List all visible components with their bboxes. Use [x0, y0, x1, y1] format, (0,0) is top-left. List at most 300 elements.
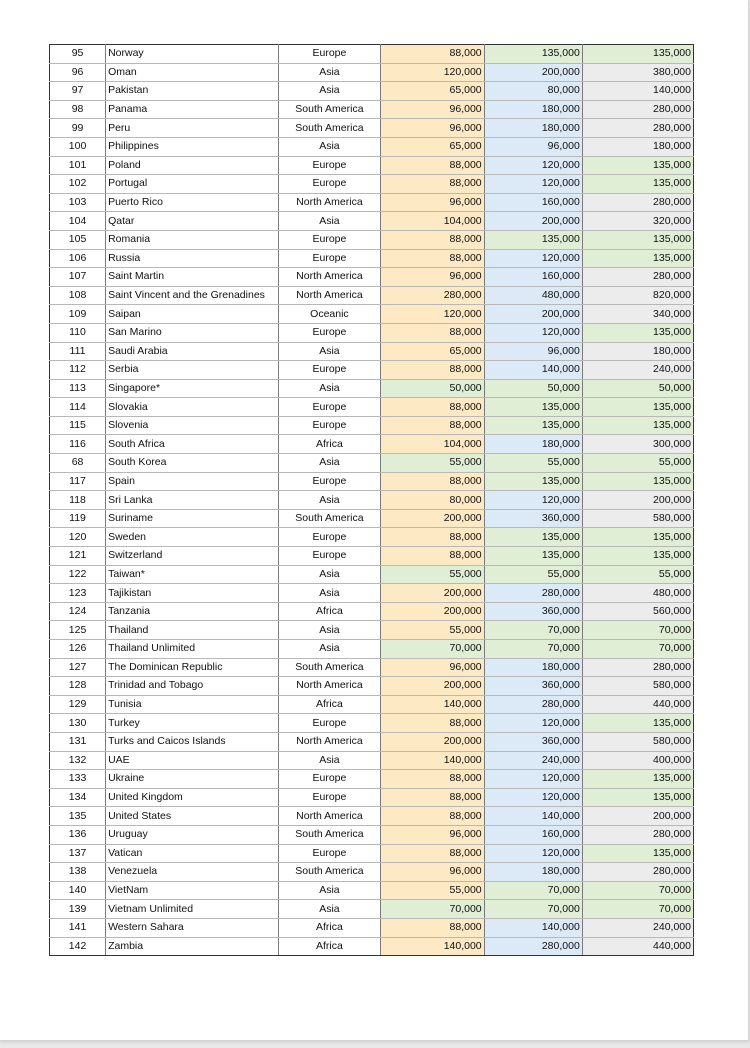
- tier-2-value: 200,000: [484, 63, 582, 82]
- region-cell: Asia: [279, 640, 380, 659]
- country-cell: Turks and Caicos Islands: [106, 732, 279, 751]
- tier-3-value: 135,000: [582, 528, 693, 547]
- row-number: 128: [50, 677, 106, 696]
- country-cell: Uruguay: [106, 825, 279, 844]
- tier-3-value: 340,000: [582, 305, 693, 324]
- tier-1-value: 88,000: [380, 844, 484, 863]
- tier-3-value: 440,000: [582, 937, 693, 956]
- country-cell: Vietnam Unlimited: [106, 900, 279, 919]
- tier-2-value: 480,000: [484, 286, 582, 305]
- table-row: [50, 156, 694, 175]
- tier-2-value: 360,000: [484, 509, 582, 528]
- region-cell: Europe: [279, 361, 380, 380]
- tier-3-value: 480,000: [582, 584, 693, 603]
- tier-2-value: 135,000: [484, 416, 582, 435]
- row-number: 138: [50, 863, 106, 882]
- table-row: [50, 621, 694, 640]
- row-number: 137: [50, 844, 106, 863]
- tier-1-value: 96,000: [380, 863, 484, 882]
- table-row: [50, 193, 694, 212]
- country-cell: South Africa: [106, 435, 279, 454]
- row-number: 117: [50, 472, 106, 491]
- country-cell: Trinidad and Tobago: [106, 677, 279, 696]
- region-cell: Europe: [279, 323, 380, 342]
- country-cell: Qatar: [106, 212, 279, 231]
- tier-1-value: 96,000: [380, 658, 484, 677]
- row-number: 95: [50, 45, 106, 64]
- row-number: 136: [50, 825, 106, 844]
- tier-2-value: 135,000: [484, 472, 582, 491]
- tier-3-value: 135,000: [582, 45, 693, 64]
- country-cell: Thailand Unlimited: [106, 640, 279, 659]
- region-cell: Asia: [279, 454, 380, 473]
- tier-2-value: 180,000: [484, 100, 582, 119]
- tier-1-value: 88,000: [380, 156, 484, 175]
- tier-3-value: 280,000: [582, 825, 693, 844]
- tier-2-value: 55,000: [484, 565, 582, 584]
- region-cell: Asia: [279, 881, 380, 900]
- tier-2-value: 200,000: [484, 212, 582, 231]
- tier-3-value: 280,000: [582, 658, 693, 677]
- region-cell: North America: [279, 807, 380, 826]
- table-row: [50, 584, 694, 603]
- region-cell: Oceanic: [279, 305, 380, 324]
- tier-1-value: 65,000: [380, 342, 484, 361]
- tier-1-value: 88,000: [380, 547, 484, 566]
- tier-2-value: 360,000: [484, 677, 582, 696]
- table-row: [50, 528, 694, 547]
- row-number: 104: [50, 212, 106, 231]
- row-number: 102: [50, 175, 106, 194]
- tier-3-value: 135,000: [582, 249, 693, 268]
- table-row: [50, 379, 694, 398]
- country-cell: Zambia: [106, 937, 279, 956]
- tier-3-value: 240,000: [582, 361, 693, 380]
- tier-3-value: 280,000: [582, 193, 693, 212]
- region-cell: Asia: [279, 63, 380, 82]
- country-cell: Slovakia: [106, 398, 279, 417]
- tier-3-value: 135,000: [582, 770, 693, 789]
- row-number: 96: [50, 63, 106, 82]
- region-cell: North America: [279, 193, 380, 212]
- country-cell: Saipan: [106, 305, 279, 324]
- country-cell: Suriname: [106, 509, 279, 528]
- table-row: [50, 286, 694, 305]
- table-row: [50, 45, 694, 64]
- tier-3-value: 580,000: [582, 509, 693, 528]
- row-number: 116: [50, 435, 106, 454]
- tier-1-value: 96,000: [380, 119, 484, 138]
- region-cell: North America: [279, 286, 380, 305]
- tier-1-value: 88,000: [380, 230, 484, 249]
- table-row: [50, 863, 694, 882]
- table-row: [50, 825, 694, 844]
- table-row: [50, 844, 694, 863]
- country-cell: Ukraine: [106, 770, 279, 789]
- region-cell: Europe: [279, 788, 380, 807]
- country-cell: Sweden: [106, 528, 279, 547]
- region-cell: Europe: [279, 230, 380, 249]
- tier-3-value: 280,000: [582, 268, 693, 287]
- row-number: 134: [50, 788, 106, 807]
- tier-1-value: 140,000: [380, 695, 484, 714]
- tier-1-value: 88,000: [380, 918, 484, 937]
- tier-1-value: 120,000: [380, 305, 484, 324]
- table-row: [50, 751, 694, 770]
- row-number: 112: [50, 361, 106, 380]
- tier-3-value: 55,000: [582, 565, 693, 584]
- tier-3-value: 580,000: [582, 677, 693, 696]
- country-cell: The Dominican Republic: [106, 658, 279, 677]
- table-row: [50, 100, 694, 119]
- table-row: [50, 937, 694, 956]
- tier-2-value: 120,000: [484, 491, 582, 510]
- country-cell: Tajikistan: [106, 584, 279, 603]
- tier-2-value: 70,000: [484, 640, 582, 659]
- country-cell: Turkey: [106, 714, 279, 733]
- tier-2-value: 50,000: [484, 379, 582, 398]
- region-cell: Africa: [279, 937, 380, 956]
- row-number: 130: [50, 714, 106, 733]
- region-cell: Asia: [279, 82, 380, 101]
- tier-2-value: 160,000: [484, 825, 582, 844]
- row-number: 106: [50, 249, 106, 268]
- row-number: 118: [50, 491, 106, 510]
- row-number: 142: [50, 937, 106, 956]
- region-cell: South America: [279, 100, 380, 119]
- tier-2-value: 55,000: [484, 454, 582, 473]
- tier-2-value: 120,000: [484, 714, 582, 733]
- tier-3-value: 180,000: [582, 342, 693, 361]
- row-number: 120: [50, 528, 106, 547]
- tier-1-value: 140,000: [380, 937, 484, 956]
- tier-2-value: 120,000: [484, 770, 582, 789]
- tier-1-value: 200,000: [380, 677, 484, 696]
- table-row: [50, 918, 694, 937]
- country-cell: Pakistan: [106, 82, 279, 101]
- tier-3-value: 180,000: [582, 137, 693, 156]
- country-cell: Oman: [106, 63, 279, 82]
- tier-2-value: 180,000: [484, 658, 582, 677]
- country-cell: Peru: [106, 119, 279, 138]
- region-cell: North America: [279, 732, 380, 751]
- tier-2-value: 80,000: [484, 82, 582, 101]
- tier-3-value: 135,000: [582, 788, 693, 807]
- tier-2-value: 360,000: [484, 732, 582, 751]
- country-cell: Thailand: [106, 621, 279, 640]
- region-cell: Africa: [279, 918, 380, 937]
- tier-2-value: 180,000: [484, 863, 582, 882]
- tier-1-value: 88,000: [380, 323, 484, 342]
- tier-3-value: 400,000: [582, 751, 693, 770]
- tier-2-value: 180,000: [484, 119, 582, 138]
- table-row: [50, 249, 694, 268]
- row-number: 113: [50, 379, 106, 398]
- region-cell: Asia: [279, 137, 380, 156]
- table-row: [50, 695, 694, 714]
- row-number: 122: [50, 565, 106, 584]
- tier-2-value: 135,000: [484, 547, 582, 566]
- tier-1-value: 88,000: [380, 398, 484, 417]
- row-number: 131: [50, 732, 106, 751]
- region-cell: Europe: [279, 249, 380, 268]
- table-row: [50, 788, 694, 807]
- table-row: [50, 547, 694, 566]
- region-cell: Europe: [279, 156, 380, 175]
- country-cell: Singapore*: [106, 379, 279, 398]
- tier-2-value: 160,000: [484, 193, 582, 212]
- tier-2-value: 70,000: [484, 621, 582, 640]
- table-body: [50, 45, 694, 956]
- tier-2-value: 120,000: [484, 175, 582, 194]
- country-cell: Puerto Rico: [106, 193, 279, 212]
- tier-1-value: 96,000: [380, 193, 484, 212]
- tier-2-value: 280,000: [484, 695, 582, 714]
- table-row: [50, 82, 694, 101]
- region-cell: Europe: [279, 714, 380, 733]
- tier-1-value: 120,000: [380, 63, 484, 82]
- country-cell: Sri Lanka: [106, 491, 279, 510]
- tier-2-value: 120,000: [484, 323, 582, 342]
- tier-2-value: 140,000: [484, 807, 582, 826]
- country-cell: Portugal: [106, 175, 279, 194]
- region-cell: Europe: [279, 472, 380, 491]
- tier-3-value: 200,000: [582, 807, 693, 826]
- country-cell: Switzerland: [106, 547, 279, 566]
- country-cell: Venezuela: [106, 863, 279, 882]
- tier-2-value: 135,000: [484, 230, 582, 249]
- country-cell: UAE: [106, 751, 279, 770]
- row-number: 68: [50, 454, 106, 473]
- tier-1-value: 200,000: [380, 509, 484, 528]
- tier-1-value: 96,000: [380, 100, 484, 119]
- row-number: 107: [50, 268, 106, 287]
- row-number: 125: [50, 621, 106, 640]
- tier-2-value: 240,000: [484, 751, 582, 770]
- region-cell: Asia: [279, 212, 380, 231]
- tier-1-value: 65,000: [380, 82, 484, 101]
- tier-1-value: 65,000: [380, 137, 484, 156]
- tier-1-value: 80,000: [380, 491, 484, 510]
- table-row: [50, 454, 694, 473]
- row-number: 110: [50, 323, 106, 342]
- table-row: [50, 342, 694, 361]
- tier-3-value: 50,000: [582, 379, 693, 398]
- row-number: 121: [50, 547, 106, 566]
- region-cell: South America: [279, 509, 380, 528]
- tier-1-value: 55,000: [380, 565, 484, 584]
- tier-2-value: 70,000: [484, 881, 582, 900]
- country-cell: Western Sahara: [106, 918, 279, 937]
- table-row: [50, 900, 694, 919]
- tier-3-value: 380,000: [582, 63, 693, 82]
- tier-3-value: 280,000: [582, 100, 693, 119]
- tier-2-value: 200,000: [484, 305, 582, 324]
- region-cell: Africa: [279, 602, 380, 621]
- region-cell: Asia: [279, 621, 380, 640]
- table-row: [50, 416, 694, 435]
- tier-2-value: 120,000: [484, 844, 582, 863]
- tier-3-value: 240,000: [582, 918, 693, 937]
- tier-3-value: 135,000: [582, 416, 693, 435]
- country-cell: Saudi Arabia: [106, 342, 279, 361]
- tier-1-value: 280,000: [380, 286, 484, 305]
- region-cell: Asia: [279, 584, 380, 603]
- tier-1-value: 55,000: [380, 621, 484, 640]
- region-cell: Europe: [279, 770, 380, 789]
- tier-2-value: 360,000: [484, 602, 582, 621]
- region-cell: Asia: [279, 900, 380, 919]
- region-cell: Europe: [279, 398, 380, 417]
- region-cell: South America: [279, 825, 380, 844]
- tier-1-value: 104,000: [380, 435, 484, 454]
- country-cell: Saint Martin: [106, 268, 279, 287]
- tier-1-value: 88,000: [380, 416, 484, 435]
- table-row: [50, 491, 694, 510]
- tier-2-value: 280,000: [484, 937, 582, 956]
- tier-2-value: 120,000: [484, 788, 582, 807]
- tier-3-value: 70,000: [582, 881, 693, 900]
- tier-1-value: 88,000: [380, 714, 484, 733]
- country-cell: Slovenia: [106, 416, 279, 435]
- country-cell: Tunisia: [106, 695, 279, 714]
- country-cell: Saint Vincent and the Grenadines: [106, 286, 279, 305]
- region-cell: Asia: [279, 751, 380, 770]
- row-number: 132: [50, 751, 106, 770]
- table-row: [50, 63, 694, 82]
- row-number: 103: [50, 193, 106, 212]
- tier-1-value: 55,000: [380, 454, 484, 473]
- table-row: [50, 714, 694, 733]
- row-number: 100: [50, 137, 106, 156]
- tier-3-value: 135,000: [582, 230, 693, 249]
- region-cell: South America: [279, 863, 380, 882]
- tier-1-value: 88,000: [380, 249, 484, 268]
- tier-1-value: 96,000: [380, 268, 484, 287]
- tier-2-value: 135,000: [484, 528, 582, 547]
- tier-3-value: 560,000: [582, 602, 693, 621]
- tier-2-value: 140,000: [484, 918, 582, 937]
- tier-1-value: 88,000: [380, 175, 484, 194]
- tier-1-value: 104,000: [380, 212, 484, 231]
- country-cell: Philippines: [106, 137, 279, 156]
- tier-2-value: 120,000: [484, 156, 582, 175]
- table-row: [50, 212, 694, 231]
- region-cell: Europe: [279, 844, 380, 863]
- tier-2-value: 160,000: [484, 268, 582, 287]
- tier-1-value: 88,000: [380, 770, 484, 789]
- region-cell: Asia: [279, 379, 380, 398]
- table-row: [50, 565, 694, 584]
- row-number: 114: [50, 398, 106, 417]
- tier-3-value: 280,000: [582, 119, 693, 138]
- tier-3-value: 135,000: [582, 398, 693, 417]
- tier-3-value: 580,000: [582, 732, 693, 751]
- tier-3-value: 200,000: [582, 491, 693, 510]
- tier-3-value: 280,000: [582, 863, 693, 882]
- row-number: 139: [50, 900, 106, 919]
- country-cell: San Marino: [106, 323, 279, 342]
- tier-3-value: 70,000: [582, 900, 693, 919]
- row-number: 111: [50, 342, 106, 361]
- tier-3-value: 140,000: [582, 82, 693, 101]
- row-number: 109: [50, 305, 106, 324]
- table-row: [50, 398, 694, 417]
- country-cell: United States: [106, 807, 279, 826]
- row-number: 124: [50, 602, 106, 621]
- row-number: 123: [50, 584, 106, 603]
- tier-2-value: 96,000: [484, 137, 582, 156]
- tier-3-value: 820,000: [582, 286, 693, 305]
- tier-3-value: 135,000: [582, 844, 693, 863]
- row-number: 133: [50, 770, 106, 789]
- table-row: [50, 881, 694, 900]
- tier-3-value: 135,000: [582, 714, 693, 733]
- tier-2-value: 280,000: [484, 584, 582, 603]
- country-cell: Tanzania: [106, 602, 279, 621]
- country-cell: VietNam: [106, 881, 279, 900]
- table-row: [50, 323, 694, 342]
- country-cell: United Kingdom: [106, 788, 279, 807]
- table-row: [50, 602, 694, 621]
- table-row: [50, 119, 694, 138]
- row-number: 126: [50, 640, 106, 659]
- region-cell: Europe: [279, 547, 380, 566]
- region-cell: Asia: [279, 491, 380, 510]
- table-row: [50, 137, 694, 156]
- country-cell: Romania: [106, 230, 279, 249]
- table-row: [50, 770, 694, 789]
- region-cell: Europe: [279, 45, 380, 64]
- row-number: 141: [50, 918, 106, 937]
- tier-3-value: 320,000: [582, 212, 693, 231]
- table-row: [50, 230, 694, 249]
- row-number: 108: [50, 286, 106, 305]
- tier-3-value: 135,000: [582, 323, 693, 342]
- region-cell: North America: [279, 677, 380, 696]
- tier-1-value: 88,000: [380, 807, 484, 826]
- row-number: 101: [50, 156, 106, 175]
- tier-2-value: 96,000: [484, 342, 582, 361]
- tier-2-value: 70,000: [484, 900, 582, 919]
- tier-3-value: 70,000: [582, 621, 693, 640]
- tier-1-value: 70,000: [380, 640, 484, 659]
- region-cell: Europe: [279, 175, 380, 194]
- country-cell: Norway: [106, 45, 279, 64]
- country-cell: Spain: [106, 472, 279, 491]
- tier-2-value: 135,000: [484, 45, 582, 64]
- country-cell: Serbia: [106, 361, 279, 380]
- region-cell: South America: [279, 119, 380, 138]
- tier-3-value: 70,000: [582, 640, 693, 659]
- region-cell: Europe: [279, 528, 380, 547]
- tier-3-value: 440,000: [582, 695, 693, 714]
- tier-1-value: 88,000: [380, 45, 484, 64]
- country-cell: Taiwan*: [106, 565, 279, 584]
- region-cell: Africa: [279, 695, 380, 714]
- table-row: [50, 807, 694, 826]
- tier-3-value: 135,000: [582, 175, 693, 194]
- region-cell: Asia: [279, 565, 380, 584]
- table-row: [50, 305, 694, 324]
- row-number: 97: [50, 82, 106, 101]
- table-row: [50, 361, 694, 380]
- row-number: 115: [50, 416, 106, 435]
- country-cell: Poland: [106, 156, 279, 175]
- country-cell: Vatican: [106, 844, 279, 863]
- tier-1-value: 88,000: [380, 788, 484, 807]
- row-number: 135: [50, 807, 106, 826]
